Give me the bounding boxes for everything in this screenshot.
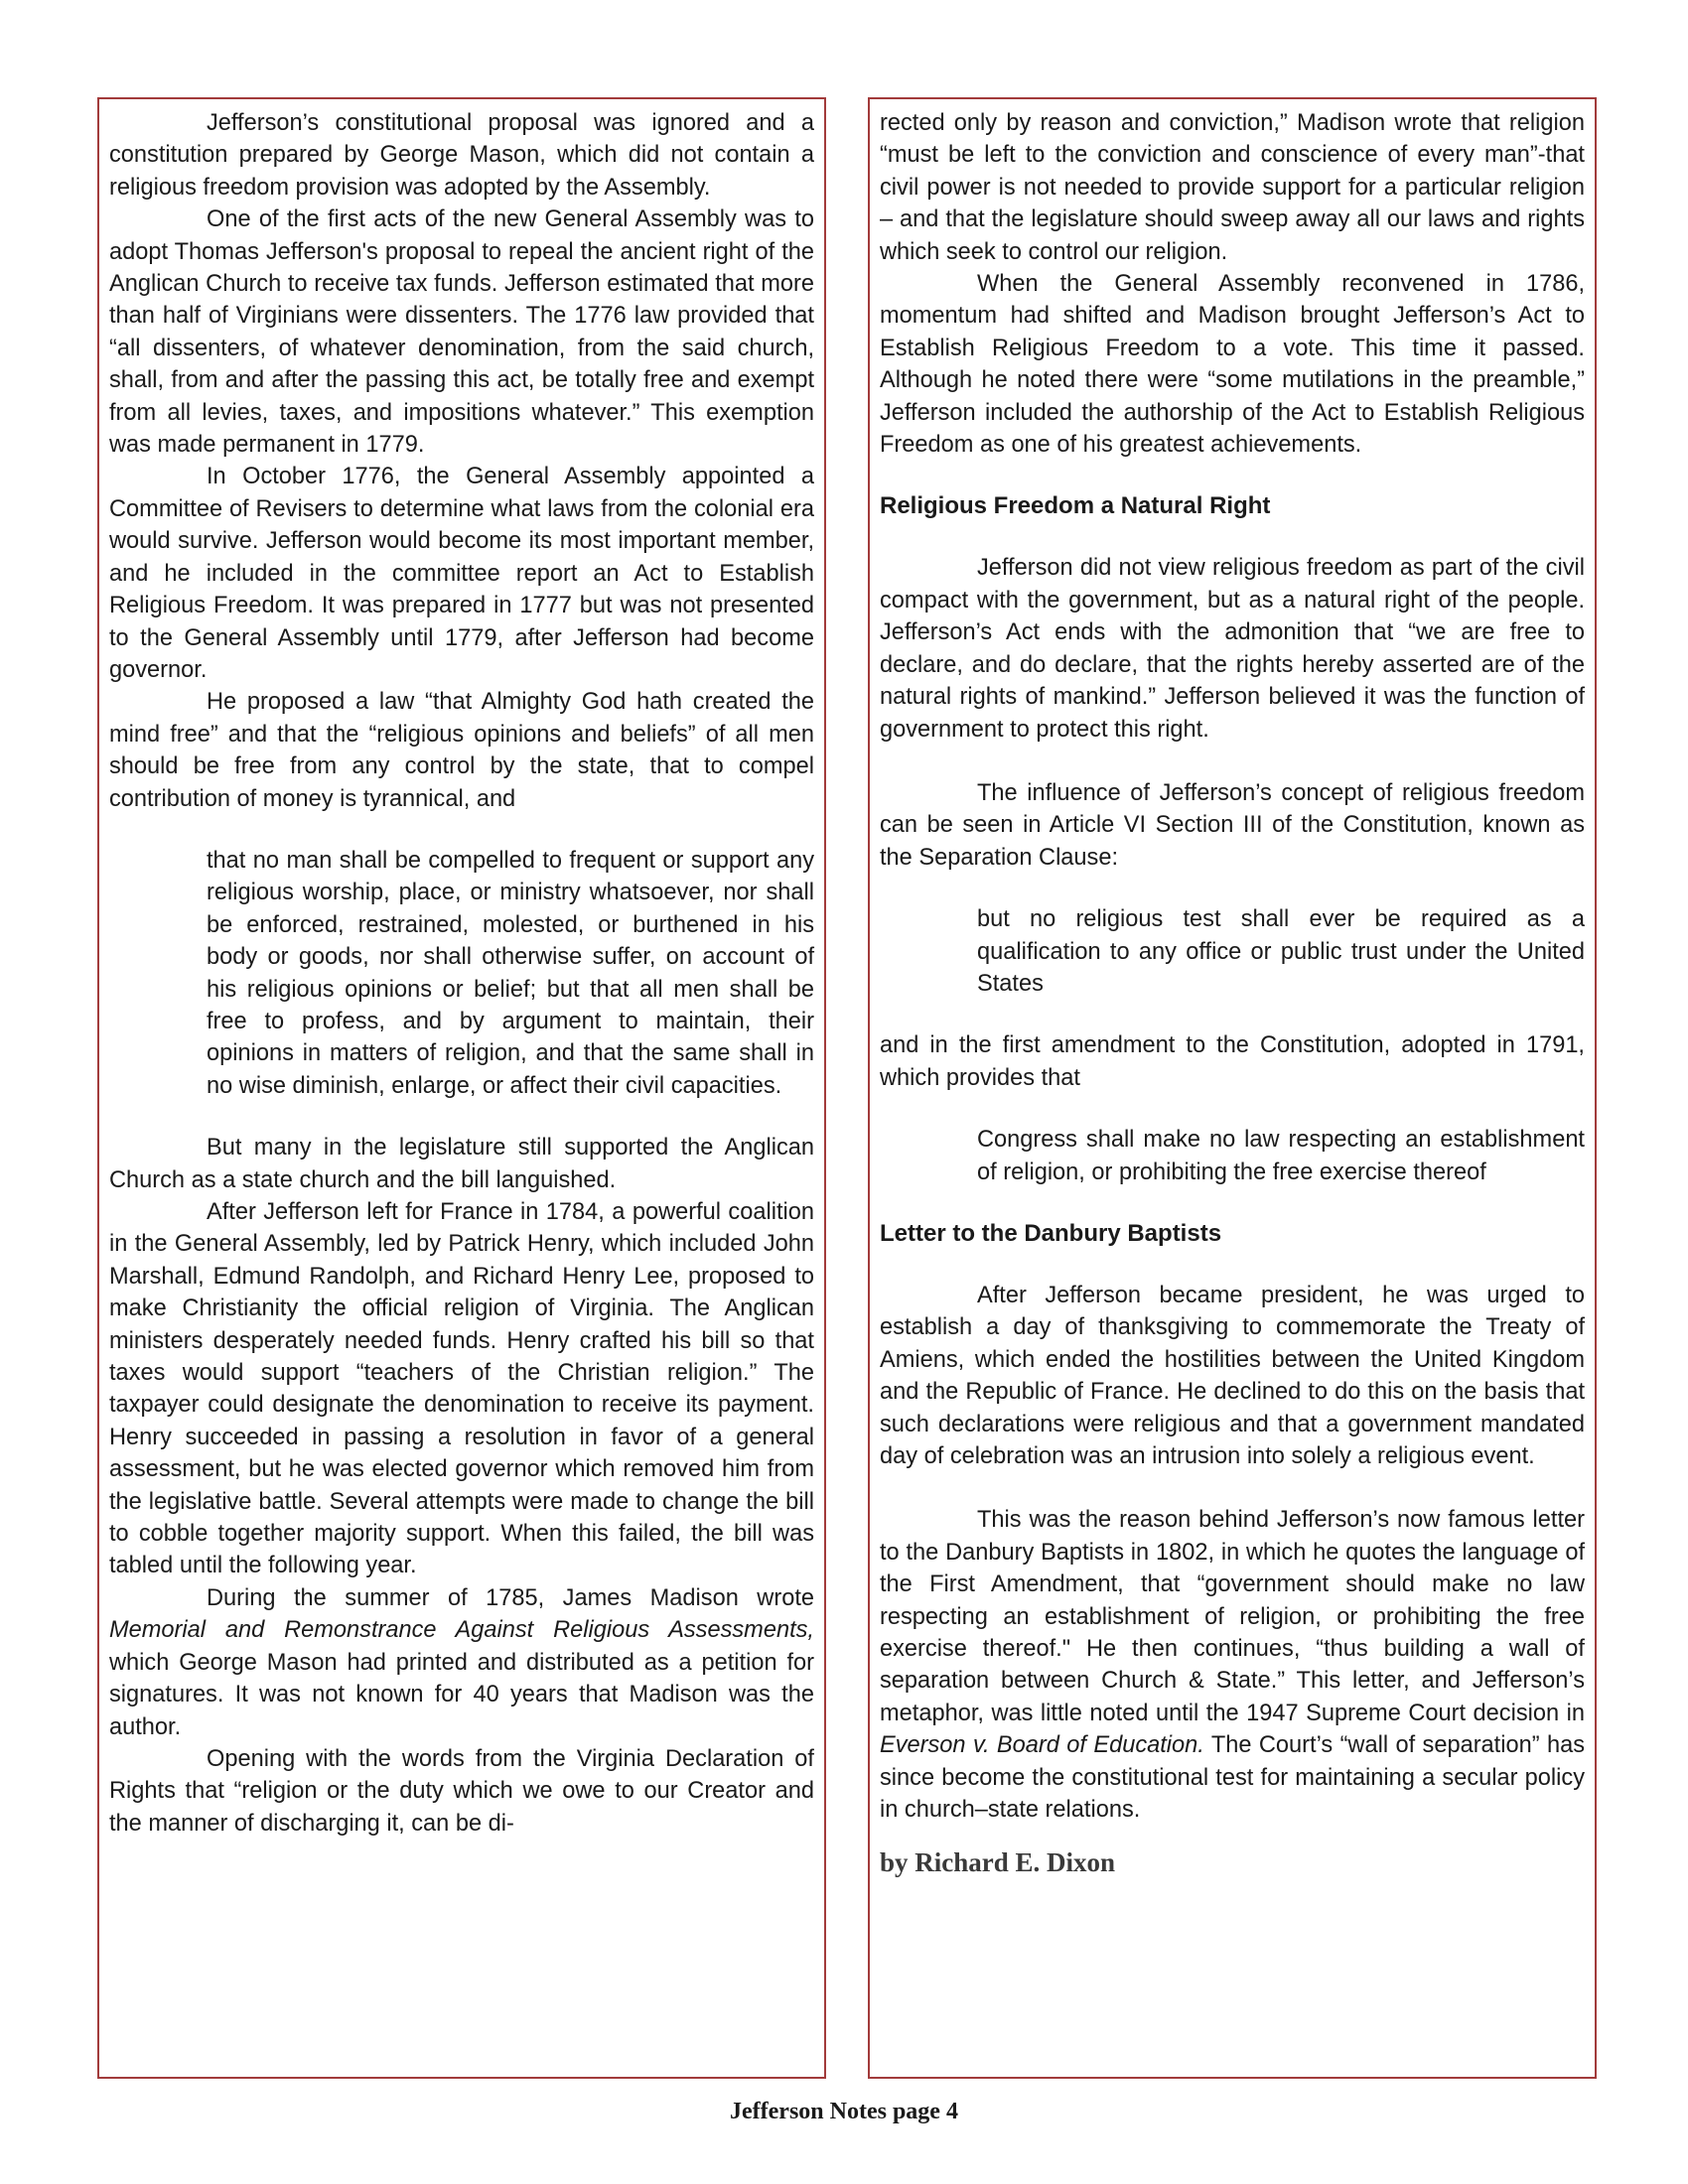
left-paragraph-6: After Jefferson left for France in 1784, a powerful coalition in the General Assembly, led by Patrick Henry, which included John Marshall, Edmund Randolph, and Richard Henry Lee, proposed to make Christianity the official religion of Virginia. The Anglican ministers desperately needed funds. Henry crafted his bill so that taxes would support “teachers of the Christian religion.” The taxpayer could designate the denomination to receive its payment. Henry succeeded in passing a resolution in favor of a general assessment, but he was elected governor which removed him from the legislative battle. Several attempts were made to change the bill to cobble together majority support. When this failed, the bill was tabled until the following year.: [109, 1199, 814, 1579]
statute-quote: [207, 845, 814, 1102]
left-paragraph-7: [109, 1582, 814, 1743]
right-paragraph-2: When the General Assembly reconvened in 1786, momentum had shifted and Madison brought Jefferson’s Act to Establish Religious Freedom to a vote. This time it passed. Although he noted there were “some mutilations in the preamble,” Jefferson included the authorship of the Act to Establish Religious Freedom as one of his greatest achievements.: [880, 271, 1585, 459]
right-paragraph-6: After Jefferson became president, he was urged to establish a day of thanksgiving to commemorate the Treaty of Amiens, which ended the hostilities between the United Kingdom and the Republic of France. He declined to do this on the basis that such declarations were religious and that a government mandated day of celebration was an intrusion into solely a religious event.: [880, 1282, 1585, 1469]
first-amendment-text: Congress shall make no law respecting an establishment of religion, or prohibiting the free exercise thereof: [977, 1127, 1585, 1185]
left-paragraph-7-start: During the summer of 1785, James Madison wrote: [207, 1584, 814, 1611]
first-amendment-quote: [977, 1124, 1585, 1188]
left-paragraph-1: Jefferson’s constitutional proposal was ignored and a constitution prepared by George Mason, which did not contain a religious freedom provision was adopted by the Assembly.: [109, 110, 814, 201]
right-paragraph-7-end: The Court’s “wall of separation” has since become the constitutional test for maintaining a secular policy in church–state relations.: [880, 1732, 1585, 1824]
right-paragraph-1: rected only by reason and conviction,” Madison wrote that religion “must be left to the conviction and conscience of every man”-that civil power is not needed to provide support for a particular religion – and that the legislature should sweep away all our laws and rights which seek to control our religion.: [880, 110, 1585, 265]
right-column: [868, 97, 1597, 2079]
author-byline: by Richard E. Dixon: [880, 1847, 1116, 1878]
right-paragraph-7: [880, 1504, 1585, 1826]
left-paragraph-4: He proposed a law “that Almighty God hath created the mind free” and that the “religious opinions and beliefs” of all men should be free from any control by the state, that to compel contribution of money is tyrannical, and: [109, 689, 814, 812]
right-paragraph-5: and in the first amendment to the Constitution, adopted in 1791, which provides that: [880, 1032, 1585, 1091]
right-paragraph-7-start: This was the reason behind Jefferson’s now famous letter to the Danbury Baptists in 1802, in which he quotes the language of the First Amendment, that “government should make no law respecting an establishment of religion, or prohibiting the free exercise thereof." He then continues, “thus building a wall of separation between Church & State.” This letter, and Jefferson’s metaphor, was little noted until the 1947 Supreme Court decision in: [880, 1507, 1585, 1726]
separation-clause-quote: [977, 903, 1585, 1000]
statute-quote-text: that no man shall be compelled to frequent or support any religious worship, place, or ministry whatsoever, nor shall be enforced, restrained, molested, or burthened in his body or goods, nor shall otherwise suffer, on account of his religious opinions or belief; but that all men shall be free to profess, and by argument to maintain, their opinions in matters of religion, and that the same shall in no wise diminish, enlarge, or affect their civil capacities.: [207, 847, 814, 1099]
left-paragraph-8: Opening with the words from the Virginia Declaration of Rights that “religion or the duty which we owe to our Creator and the manner of discharging it, can be di-: [109, 1745, 814, 1837]
section-heading-danbury: Letter to the Danbury Baptists: [880, 1219, 1222, 1247]
separation-clause-text: but no religious test shall ever be required as a qualification to any office or public trust under the United States: [977, 906, 1585, 997]
right-paragraph-3: Jefferson did not view religious freedom as part of the civil compact with the government, but as a natural right of the people. Jefferson’s Act ends with the admonition that “we are free to declare, and do declare, that the rights hereby asserted are of the natural rights of mankind.” Jefferson believed it was the function of government to protect this right.: [880, 555, 1585, 743]
left-paragraph-5: But many in the legislature still supported the Anglican Church as a state church and the bill languished.: [109, 1135, 814, 1193]
left-paragraph-2: One of the first acts of the new General Assembly was to adopt Thomas Jefferson's proposal to repeal the ancient right of the Anglican Church to receive tax funds. Jefferson estimated that more than half of Virginians were dissenters. The 1776 law provided that “all dissenters, of whatever denomination, from the said church, shall, from and after the passing this act, be totally free and exempt from all levies, taxes, and impositions whatever.” This exemption was made permanent in 1779.: [109, 206, 814, 459]
section-heading-natural-right: Religious Freedom a Natural Right: [880, 492, 1271, 520]
left-paragraph-3: In October 1776, the General Assembly appointed a Committee of Revisers to determine what laws from the colonial era would survive. Jefferson would become its most important member, and he included in the committee report an Act to Establish Religious Freedom. It was prepared in 1777 but was not presented to the General Assembly until 1779, after Jefferson had become governor.: [109, 464, 814, 683]
page-footer: Jefferson Notes page 4: [730, 2099, 958, 2124]
right-paragraph-4: The influence of Jefferson’s concept of religious freedom can be seen in Article VI Section III of the Constitution, known as the Separation Clause:: [880, 779, 1585, 871]
memorial-title: Memorial and Remonstrance Against Religious Assessments,: [109, 1617, 814, 1644]
left-paragraph-7-end: which George Mason had printed and distributed as a petition for signatures. It was not known for 40 years that Madison was the author.: [109, 1649, 814, 1740]
everson-case-title: Everson v. Board of Education.: [880, 1732, 1204, 1759]
left-column: [97, 97, 826, 2079]
